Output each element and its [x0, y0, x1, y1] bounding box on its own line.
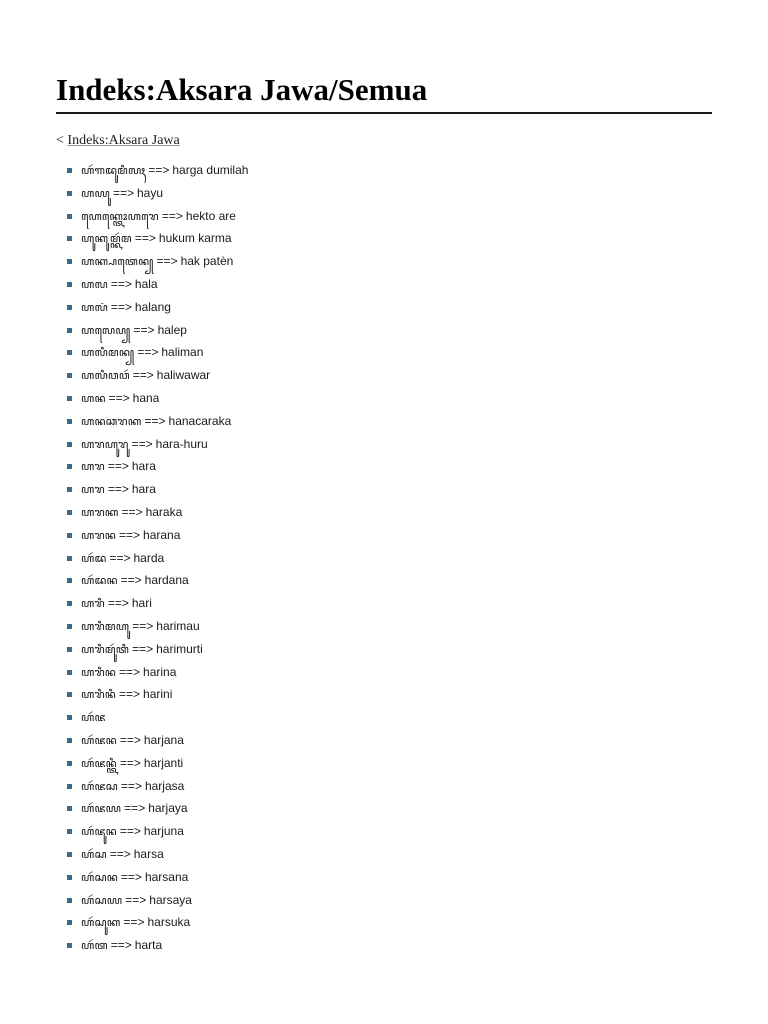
- javanese-script-text: ꦲꦂꦱ: [81, 847, 107, 861]
- latin-transliteration: hardana: [144, 573, 189, 588]
- arrow-separator: ==>: [124, 801, 146, 816]
- arrow-separator: ==>: [110, 276, 132, 291]
- list-item: [56, 433, 712, 456]
- list-item: [56, 250, 712, 273]
- list-item: [56, 752, 712, 775]
- javanese-script-text: ꦲꦺꦏ꧀ꦠꦺꦴꦲꦫꦺ: [81, 209, 159, 223]
- javanese-script-text: ꦲꦭꦶꦮꦮꦂ: [81, 369, 130, 383]
- arrow-separator: ==>: [121, 504, 143, 519]
- latin-transliteration: hara: [131, 459, 156, 474]
- bullet-icon: [67, 487, 72, 492]
- bullet-icon: [67, 305, 72, 310]
- list-item: [56, 638, 712, 661]
- list-item: [56, 455, 712, 478]
- arrow-separator: ==>: [109, 550, 131, 565]
- latin-transliteration: hala: [134, 276, 158, 291]
- arrow-separator: ==>: [119, 824, 141, 839]
- latin-transliteration: hara-huru: [155, 436, 208, 451]
- bullet-icon: [67, 259, 72, 264]
- bullet-icon: [67, 738, 72, 743]
- bullet-icon: [67, 556, 72, 561]
- latin-transliteration: hara: [131, 482, 156, 497]
- latin-transliteration: harda: [133, 550, 165, 565]
- javanese-script-text: ꦲꦭꦁ: [81, 300, 108, 314]
- arrow-separator: ==>: [112, 185, 134, 200]
- latin-transliteration: hayu: [137, 185, 164, 200]
- arrow-separator: ==>: [119, 664, 141, 679]
- latin-transliteration: harini: [143, 687, 173, 702]
- arrow-separator: ==>: [131, 436, 153, 451]
- bullet-icon: [67, 829, 72, 834]
- arrow-separator: ==>: [137, 345, 159, 360]
- latin-transliteration: harjuna: [143, 824, 184, 839]
- latin-transliteration: hukum karma: [158, 231, 232, 246]
- javanese-script-text: ꦲꦂꦗ: [81, 711, 106, 725]
- arrow-separator: ==>: [108, 390, 130, 405]
- list-item: [56, 501, 712, 524]
- list-item: [56, 227, 712, 250]
- javanese-script-text: ꦲꦫꦶꦤꦶ: [81, 688, 116, 702]
- list-item: [56, 205, 712, 228]
- javanese-script-text: ꦲꦫꦲꦸꦫꦸ: [81, 437, 129, 451]
- arrow-separator: ==>: [132, 368, 154, 383]
- arrow-separator: ==>: [161, 208, 183, 223]
- arrow-separator: ==>: [110, 938, 132, 953]
- arrow-separator: ==>: [134, 231, 156, 246]
- bullet-icon: [67, 510, 72, 515]
- list-item: [56, 843, 712, 866]
- arrow-separator: ==>: [107, 596, 129, 611]
- bullet-icon: [67, 442, 72, 447]
- bullet-icon: [67, 214, 72, 219]
- bullet-icon: [67, 647, 72, 652]
- list-item: [56, 524, 712, 547]
- arrow-separator: ==>: [132, 641, 154, 656]
- arrow-separator: ==>: [107, 482, 129, 497]
- javanese-script-text: ꦲꦸꦏꦸꦩ꧀ꦏꦂꦩ: [81, 232, 132, 246]
- list-item: [56, 478, 712, 501]
- latin-transliteration: harimau: [156, 618, 200, 633]
- latin-transliteration: harjaya: [148, 801, 188, 816]
- arrow-separator: ==>: [125, 892, 147, 907]
- bullet-icon: [67, 898, 72, 903]
- list-item: [56, 729, 712, 752]
- bullet-icon: [67, 168, 72, 173]
- bullet-icon: [67, 533, 72, 538]
- latin-transliteration: hana: [132, 390, 160, 405]
- latin-transliteration: harana: [143, 527, 181, 542]
- list-item: [56, 775, 712, 798]
- javanese-script-text: ꦲꦤ: [81, 391, 106, 405]
- latin-transliteration: harsaya: [149, 892, 192, 907]
- javanese-script-text: ꦲꦂꦢꦤ: [81, 574, 118, 588]
- breadcrumb-prefix: <: [56, 133, 64, 148]
- latin-transliteration: halang: [134, 299, 171, 314]
- javanese-script-text: ꦲꦫ: [81, 483, 105, 497]
- bullet-icon: [67, 875, 72, 880]
- list-item: [56, 296, 712, 319]
- javanese-script-text: ꦲꦂꦱꦸꦏ: [81, 916, 121, 930]
- javanese-script-text: ꦲꦂꦱꦤ: [81, 870, 118, 884]
- arrow-separator: ==>: [107, 459, 129, 474]
- javanese-script-text: ꦲꦭꦺꦥ꧀: [81, 323, 131, 337]
- bullet-icon: [67, 419, 72, 424]
- arrow-separator: ==>: [148, 163, 170, 177]
- arrow-separator: ==>: [120, 573, 142, 588]
- javanese-script-text: ꦲꦭ: [81, 277, 108, 291]
- bullet-icon: [67, 692, 72, 697]
- arrow-separator: ==>: [119, 527, 141, 542]
- bullet-icon: [67, 191, 72, 196]
- arrow-separator: ==>: [144, 413, 166, 428]
- bullet-icon: [67, 943, 72, 948]
- list-item: [56, 889, 712, 912]
- list-item: [56, 706, 712, 729]
- list-item: [56, 683, 712, 706]
- bullet-icon: [67, 715, 72, 720]
- bullet-icon: [67, 328, 72, 333]
- breadcrumb: [56, 132, 712, 150]
- javanese-script-text: ꦲꦫꦏ: [81, 505, 119, 519]
- list-item: [56, 273, 712, 296]
- arrow-separator: ==>: [109, 846, 131, 861]
- javanese-script-text: ꦲꦂꦗꦱ: [81, 779, 118, 793]
- latin-transliteration: harjanti: [143, 755, 184, 770]
- arrow-separator: ==>: [119, 687, 141, 702]
- list-item: [56, 820, 712, 843]
- latin-transliteration: haliwawar: [156, 368, 211, 383]
- arrow-separator: ==>: [110, 299, 132, 314]
- bullet-icon: [67, 601, 72, 606]
- latin-transliteration: harjana: [143, 732, 184, 747]
- latin-transliteration: haraka: [145, 504, 183, 519]
- list-item: [56, 364, 712, 387]
- latin-transliteration: harsuka: [147, 915, 191, 930]
- list-item: [56, 911, 712, 934]
- list-item: [56, 569, 712, 592]
- javanese-script-text: ꦲꦂꦗꦤ: [81, 733, 117, 747]
- bullet-icon: [67, 350, 72, 355]
- latin-transliteration: haliman: [161, 345, 204, 360]
- breadcrumb-parent-link[interactable]: Indeks:Aksara Jawa: [67, 133, 180, 148]
- javanese-script-text: ꦲꦫꦶ: [81, 597, 105, 611]
- bullet-icon: [67, 761, 72, 766]
- arrow-separator: ==>: [133, 322, 155, 337]
- latin-transliteration: harsa: [133, 846, 164, 861]
- entry-list: [56, 159, 712, 957]
- bullet-icon: [67, 670, 72, 675]
- bullet-icon: [67, 578, 72, 583]
- list-item: [56, 592, 712, 615]
- bullet-icon: [67, 464, 72, 469]
- list-item: [56, 797, 712, 820]
- arrow-separator: ==>: [120, 869, 142, 884]
- bullet-icon: [67, 806, 72, 811]
- latin-transliteration: hanacaraka: [168, 413, 232, 428]
- javanese-script-text: ꦲꦂꦗꦪ: [81, 802, 122, 816]
- javanese-script-text: ꦲꦂꦱꦪ: [81, 893, 123, 907]
- javanese-script-text: ꦲꦂꦗꦤ꧀ꦠꦶ: [81, 756, 117, 770]
- javanese-script-text: ꦲꦫꦶꦩꦲꦸ: [81, 619, 130, 633]
- page-title: Indeks:Aksara Jawa/Semua: [56, 72, 428, 107]
- list-item: [56, 615, 712, 638]
- arrow-separator: ==>: [119, 755, 141, 770]
- title-divider: [56, 112, 712, 114]
- list-item: [56, 387, 712, 410]
- latin-transliteration: harsana: [144, 869, 189, 884]
- list-item: [56, 661, 712, 684]
- latin-transliteration: halep: [157, 322, 187, 337]
- list-item: [56, 410, 712, 433]
- latin-transliteration: hak patèn: [180, 254, 234, 269]
- latin-transliteration: harga dumilah: [172, 163, 249, 177]
- bullet-icon: [67, 282, 72, 287]
- arrow-separator: ==>: [156, 254, 178, 269]
- javanese-script-text: ꦲꦤꦕꦫꦏ: [81, 414, 142, 428]
- bullet-icon: [67, 396, 72, 401]
- list-item: [56, 319, 712, 342]
- list-item: [56, 159, 712, 182]
- javanese-script-text: ꦲꦫꦤ: [81, 528, 116, 542]
- latin-transliteration: harina: [143, 664, 177, 679]
- latin-transliteration: harjasa: [144, 778, 185, 793]
- bullet-icon: [67, 624, 72, 629]
- javanese-script-text: ꦲꦂꦒꦢꦸꦩꦶꦭꦃ: [81, 164, 146, 177]
- javanese-script-text: ꦲꦂꦢ: [81, 551, 107, 565]
- bullet-icon: [67, 236, 72, 241]
- arrow-separator: ==>: [123, 915, 145, 930]
- javanese-script-text: ꦲꦪꦸ: [81, 186, 110, 200]
- javanese-script-text: ꦲꦂꦠ: [81, 939, 108, 953]
- bullet-icon: [67, 920, 72, 925]
- list-item: [56, 866, 712, 889]
- javanese-script-text: ꦲꦭꦶꦩꦤ꧀: [81, 346, 135, 360]
- list-item: [56, 182, 712, 205]
- list-item: [56, 341, 712, 364]
- bullet-icon: [67, 852, 72, 857]
- javanese-script-text: ꦲꦂꦗꦸꦤ: [81, 825, 117, 839]
- bullet-icon: [67, 784, 72, 789]
- bullet-icon: [67, 373, 72, 378]
- javanese-script-text: ꦲꦫ: [81, 460, 105, 474]
- latin-transliteration: hari: [131, 596, 152, 611]
- list-item: [56, 934, 712, 957]
- latin-transliteration: harimurti: [156, 641, 203, 656]
- javanese-script-text: ꦲꦫꦶꦩꦸꦂꦠꦶ: [81, 642, 130, 656]
- latin-transliteration: harta: [134, 938, 163, 953]
- javanese-script-text: ꦲꦏ꧀ꦥꦠꦺꦤ꧀: [81, 255, 154, 269]
- arrow-separator: ==>: [119, 732, 141, 747]
- list-item: [56, 547, 712, 570]
- arrow-separator: ==>: [120, 778, 142, 793]
- javanese-script-text: ꦲꦫꦶꦤ: [81, 665, 116, 679]
- arrow-separator: ==>: [132, 618, 154, 633]
- latin-transliteration: hekto are: [185, 208, 236, 223]
